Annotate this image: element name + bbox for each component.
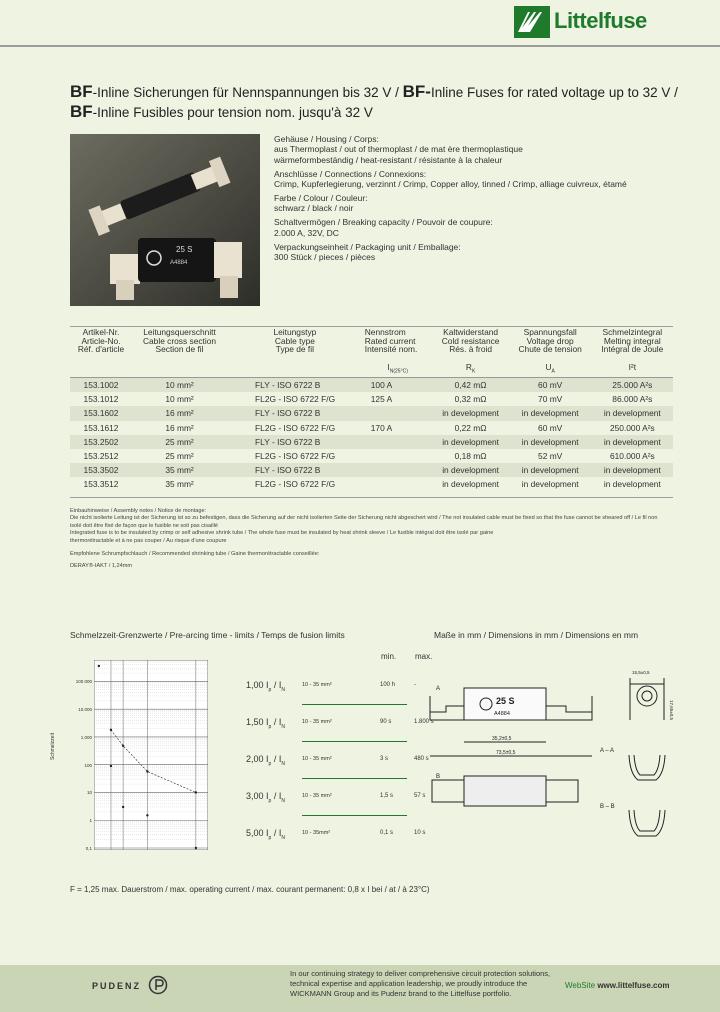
table-cell: 16 mm² bbox=[132, 406, 227, 420]
photo-rating: 25 S bbox=[176, 245, 193, 254]
ratio-i: I bbox=[266, 680, 269, 690]
prearc-max: 57 s bbox=[414, 793, 426, 799]
dim-height: 17,65±0,5 bbox=[669, 700, 674, 720]
table-cell: in development bbox=[433, 463, 509, 477]
title-fr: -Inline Fusibles pour tension nom. jusqu'à 32 V bbox=[92, 105, 373, 120]
table-cell: 86.000 A²s bbox=[612, 394, 653, 405]
website-url[interactable]: www.littelfuse.com bbox=[597, 981, 670, 990]
symbol-sub: K bbox=[471, 368, 476, 375]
table-cell: 153.3502 bbox=[70, 463, 132, 477]
notes-line-1: Einbauhinweise / Assembly notes / Notice de montage: bbox=[70, 508, 207, 514]
table-cell bbox=[363, 463, 433, 477]
fuse-marking: 25 S bbox=[496, 696, 515, 706]
table-row bbox=[70, 463, 673, 477]
table-cell: 25 mm² bbox=[132, 435, 227, 449]
ratio-sub-n: N bbox=[281, 760, 285, 767]
table-cell: in development bbox=[592, 463, 673, 477]
brand-name: Littelfuse bbox=[554, 8, 647, 33]
table-cell: in development bbox=[509, 463, 592, 477]
table-cell: in development bbox=[509, 435, 592, 449]
spec-heading: Farbe / Colour / Couleur: bbox=[274, 193, 368, 204]
prearc-ratio bbox=[266, 717, 285, 730]
prearc-separator bbox=[302, 778, 407, 779]
table-cell: 610.000 A²s bbox=[609, 451, 655, 462]
table-cell bbox=[363, 406, 433, 420]
table-cell: 170 A bbox=[370, 422, 393, 433]
header-rule bbox=[0, 45, 720, 47]
dim-body: 35,2±0,5 bbox=[492, 736, 512, 742]
table-row bbox=[70, 378, 673, 393]
spec-heading: Schaltvermögen / Breaking capacity / Pouvoir de coupure: bbox=[274, 217, 493, 228]
notes-line-5: Empfohlene Schrumpfschlauch / Recommended shrinking tube / Gaine thermorétractable conseillée: bbox=[70, 551, 320, 558]
prearc-chart bbox=[94, 660, 208, 850]
chart-y-tick: 0,1 bbox=[85, 846, 92, 851]
table-cell: FL2G - ISO 6722 F/G bbox=[255, 394, 336, 405]
prearc-range: 10 - 35mm² bbox=[302, 830, 331, 836]
footer-text-3: WICKMANN Group and its Pudenz brand to the Littelfuse portfolio. bbox=[290, 989, 512, 998]
product-table bbox=[70, 325, 673, 492]
ratio-slash: / I bbox=[273, 754, 282, 764]
column-header-line: Spannungsfall bbox=[523, 327, 577, 337]
table-cell: in development bbox=[592, 406, 673, 420]
column-header-line: Intensité nom. bbox=[364, 344, 418, 355]
ratio-sub-n: N bbox=[281, 686, 285, 693]
ratio-slash: / I bbox=[273, 680, 282, 690]
table-header-row bbox=[70, 325, 673, 360]
label-a: A bbox=[436, 686, 441, 692]
table-cell: FL2G - ISO 6722 F/G bbox=[255, 451, 336, 462]
website-label: WebSite bbox=[565, 981, 596, 990]
column-header-line: Rated current bbox=[364, 335, 416, 346]
column-header-line: Réf. d'article bbox=[77, 344, 125, 355]
spec-group bbox=[274, 242, 694, 263]
prearc-factor: 2,00 bbox=[246, 754, 264, 764]
chart-y-tick: 1.000 bbox=[80, 734, 92, 740]
table-cell: 0,32 mΩ bbox=[454, 394, 487, 405]
column-header-line: Section de fil bbox=[155, 344, 204, 355]
prearc-max: 1.800 s bbox=[414, 719, 434, 725]
table-cell: FLY - ISO 6722 B bbox=[227, 435, 363, 449]
column-header bbox=[132, 325, 227, 360]
spec-group bbox=[274, 169, 694, 190]
table-cell: 52 mV bbox=[538, 451, 563, 462]
table-cell: 10 mm² bbox=[165, 394, 194, 405]
symbol-cell bbox=[227, 360, 363, 378]
min-label: min. bbox=[381, 652, 397, 661]
table-cell: 0,22 mΩ bbox=[454, 422, 487, 433]
spec-group bbox=[274, 134, 694, 165]
table-cell: 153.1012 bbox=[83, 394, 119, 405]
symbol: I²t bbox=[628, 362, 637, 373]
column-header-line: Cable type bbox=[274, 335, 315, 346]
ratio-sub-p: p bbox=[268, 797, 272, 804]
symbol-cell bbox=[433, 360, 509, 378]
chart-point-min bbox=[195, 847, 197, 849]
spec-line: 300 Stück / pieces / pièces bbox=[274, 252, 376, 263]
table-cell: FLY - ISO 6722 B bbox=[227, 406, 363, 420]
table-cell: in development bbox=[509, 406, 592, 420]
title-bf-1: BF bbox=[70, 82, 93, 101]
column-header-line: Intégral de Joule bbox=[601, 344, 664, 355]
ratio-sub-p: p bbox=[268, 686, 272, 693]
chart-point-min bbox=[122, 806, 124, 808]
footer-text-1: In our continuing strategy to deliver comprehensive circuit protection solutions, bbox=[290, 969, 551, 978]
column-header-line: Kaltwiderstand bbox=[443, 327, 499, 337]
table-cell: 153.1602 bbox=[70, 406, 132, 420]
table-cell: in development bbox=[442, 479, 499, 490]
prearc-min: 1,5 s bbox=[380, 793, 394, 799]
chart-y-tick: 10.000 bbox=[78, 707, 92, 713]
photo-code: A4884 bbox=[170, 260, 188, 266]
table-cell: in development bbox=[433, 435, 509, 449]
spec-group bbox=[274, 217, 694, 238]
prearc-separator bbox=[302, 741, 407, 742]
table-bottom-rule bbox=[70, 497, 673, 498]
pudenz-logo: PUDENZ bbox=[92, 981, 142, 991]
prearc-heading: Schmelzzeit-Grenzwerte / Pre-arcing time - limits / Temps de fusion limits bbox=[70, 630, 345, 640]
footer-text-2: technical expertise and application leadership, we proudly introduce the bbox=[290, 979, 528, 988]
table-cell: 35 mm² bbox=[165, 479, 194, 490]
ratio-i: I bbox=[266, 754, 269, 764]
prearc-range: 10 - 35 mm² bbox=[302, 682, 332, 688]
fuse-code: A4884 bbox=[494, 711, 510, 717]
prearc-range: 10 - 35 mm² bbox=[302, 719, 332, 725]
table-cell: in development bbox=[521, 479, 579, 490]
column-header-line: Cold resistance bbox=[441, 335, 500, 346]
table-row bbox=[70, 392, 673, 406]
column-header-line: Leitungsquerschnitt bbox=[143, 327, 216, 337]
ratio-sub-n: N bbox=[281, 834, 285, 841]
column-header-line: Artikel-Nr. bbox=[82, 327, 120, 337]
ratio-slash: / I bbox=[273, 791, 282, 801]
notes-line-2: Die nicht isolierte Leitung ist der Sicherung ist so zu befestigen, dass die Sicherung auf der nicht isolierten Seite der Sicherung nicht abgeschert wird / The not insulated cable must be fixed so that the fuse cannot be sheared off / Le fil non isolé doit être fixé de façon que le fusible ne soit pas cisaillé bbox=[70, 515, 658, 529]
spec-group bbox=[274, 193, 694, 214]
ratio-sub-n: N bbox=[281, 723, 285, 730]
table-cell: 0,18 mΩ bbox=[454, 451, 487, 462]
footer-text bbox=[290, 969, 570, 999]
table-cell: 250.000 A²s bbox=[609, 422, 655, 433]
table-cell bbox=[363, 477, 433, 491]
prearc-separator bbox=[302, 815, 407, 816]
ratio-i: I bbox=[266, 717, 269, 727]
symbol-cell bbox=[70, 360, 132, 378]
pudenz-p-icon bbox=[148, 975, 168, 995]
label-b: B bbox=[436, 774, 441, 780]
column-header-line: Melting integral bbox=[603, 335, 661, 346]
spec-line: 2.000 A, 32V, DC bbox=[274, 227, 339, 238]
table-cell: 0,42 mΩ bbox=[433, 378, 509, 393]
notes-line-3: Integrated fuse is to be insulated by crimp or self adhesive shrink tube / The whole fuse must be insulated by heat shrink sleeve / Le fusible intégral doit être isolé par gaine bbox=[70, 530, 494, 537]
table-cell: 153.2512 bbox=[83, 451, 119, 462]
table-row bbox=[70, 477, 673, 491]
prearc-ratio bbox=[266, 754, 285, 767]
ratio-slash: / I bbox=[273, 717, 282, 727]
column-header-line: Leitungstyp bbox=[273, 327, 317, 337]
symbol-cell bbox=[132, 360, 227, 378]
column-header-line: Type de fil bbox=[275, 344, 314, 355]
table-cell: 125 A bbox=[370, 394, 393, 405]
prearc-min: 0,1 s bbox=[380, 830, 394, 836]
column-header-line: Nennstrom bbox=[364, 327, 406, 337]
table-symbol-row bbox=[70, 360, 673, 378]
column-header-line: Article-No. bbox=[81, 335, 121, 346]
table-row bbox=[70, 421, 673, 435]
table-cell: 70 mV bbox=[538, 394, 563, 405]
chart-y-tick: 100.000 bbox=[75, 679, 92, 685]
prearc-min: 100 h bbox=[380, 682, 396, 688]
column-header-line: Chute de tension bbox=[518, 344, 582, 355]
table-cell: 153.3512 bbox=[83, 479, 119, 490]
chart-point-max bbox=[195, 791, 197, 793]
spec-line: Crimp, Kupferlegierung, verzinnt / Crimp, Copper alloy, tinned / Crimp, alliage cuivreux, étamé bbox=[274, 179, 627, 190]
column-header bbox=[70, 325, 132, 360]
ratio-i: I bbox=[266, 791, 269, 801]
table-cell: FLY - ISO 6722 B bbox=[227, 378, 363, 393]
littelfuse-logo bbox=[514, 6, 714, 40]
dimensions-heading: Maße in mm / Dimensions in mm / Dimensions en mm bbox=[434, 630, 639, 640]
column-header bbox=[592, 325, 673, 360]
footnote: F = 1,25 max. Dauerstrom / max. operating current / max. courant permanent: 0,8 x I bei / at / à 23°C) bbox=[70, 885, 430, 894]
prearc-max: 10 s bbox=[414, 830, 426, 836]
prearc-min: 3 s bbox=[380, 756, 389, 762]
title-en: Inline Fuses for rated voltage up to 32 V / bbox=[430, 85, 678, 100]
section-a: A – A bbox=[600, 748, 615, 754]
prearc-ratio bbox=[266, 680, 285, 693]
symbol-cell bbox=[363, 360, 433, 378]
column-header-line: Voltage drop bbox=[526, 335, 574, 346]
prearc-factor: 5,00 bbox=[246, 828, 264, 838]
dimension-drawing bbox=[424, 660, 674, 860]
column-header bbox=[433, 325, 509, 360]
chart-y-tick: 1 bbox=[89, 818, 92, 824]
symbol-sub: N(25°C) bbox=[389, 368, 408, 375]
table-cell: 60 mV bbox=[509, 378, 592, 393]
prearc-range: 10 - 35 mm² bbox=[302, 793, 332, 799]
chart-y-tick: 10 bbox=[86, 790, 92, 796]
table-cell: 153.1002 bbox=[70, 378, 132, 393]
column-header-line: Rés. à froid bbox=[449, 344, 493, 355]
column-header bbox=[509, 325, 592, 360]
column-header bbox=[227, 325, 363, 360]
ratio-sub-p: p bbox=[268, 834, 272, 841]
prearc-max: - bbox=[414, 682, 416, 688]
table-row bbox=[70, 435, 673, 449]
title-bf-2: BF- bbox=[402, 82, 431, 101]
table-cell: in development bbox=[592, 435, 673, 449]
chart-y-label: Schmelzzeit bbox=[50, 733, 56, 760]
prearc-range: 10 - 35 mm² bbox=[302, 756, 332, 762]
symbol: I bbox=[387, 362, 390, 373]
symbol: R bbox=[465, 362, 472, 373]
spec-line: aus Thermoplast / out of thermoplast / de mat ère thermoplastique bbox=[274, 144, 523, 155]
chart-point-min bbox=[146, 814, 148, 816]
prearc-factor: 3,00 bbox=[246, 791, 264, 801]
table-cell: 16 mm² bbox=[165, 422, 194, 433]
littelfuse-logo-icon bbox=[514, 6, 550, 38]
table-cell: 10 mm² bbox=[132, 378, 227, 393]
prearc-factor: 1,00 bbox=[246, 680, 264, 690]
title-bf-3: BF bbox=[70, 102, 93, 121]
ratio-sub-p: p bbox=[268, 723, 272, 730]
prearc-ratio bbox=[266, 791, 285, 804]
website[interactable] bbox=[565, 981, 670, 990]
specifications bbox=[274, 134, 694, 266]
prearc-max: 480 s bbox=[414, 756, 429, 762]
table-cell: FL2G - ISO 6722 F/G bbox=[255, 479, 336, 490]
section-b: B – B bbox=[600, 804, 615, 810]
symbol-cell bbox=[509, 360, 592, 378]
symbol: U bbox=[545, 362, 552, 373]
chart-point-min bbox=[98, 665, 100, 667]
table-cell: 60 mV bbox=[538, 422, 563, 433]
table-cell bbox=[363, 435, 433, 449]
notes-line-4: thermorétractable et à ne pas couper / Au risque d'une coupure bbox=[70, 537, 227, 544]
column-header-line: Cable cross section bbox=[142, 335, 217, 346]
ratio-slash: / I bbox=[273, 828, 282, 838]
table-row bbox=[70, 406, 673, 420]
spec-heading: Gehäuse / Housing / Corps: bbox=[274, 134, 379, 144]
spec-heading: Anschlüsse / Connections / Connexions: bbox=[274, 168, 427, 179]
column-header bbox=[363, 325, 433, 360]
column-header-line: Schmelzintegral bbox=[602, 327, 663, 337]
table-cell: 25.000 A²s bbox=[592, 378, 673, 393]
prearc-factor: 1,50 bbox=[246, 717, 264, 727]
table-cell: 153.2502 bbox=[70, 435, 132, 449]
ratio-sub-p: p bbox=[268, 760, 272, 767]
table-cell: FLY - ISO 6722 B bbox=[227, 463, 363, 477]
table-cell: FL2G - ISO 6722 F/G bbox=[255, 422, 336, 433]
table-cell: in development bbox=[433, 406, 509, 420]
table-cell: 153.1612 bbox=[83, 422, 119, 433]
table-cell: 100 A bbox=[363, 378, 433, 393]
table-cell: 35 mm² bbox=[132, 463, 227, 477]
prearc-ratio bbox=[266, 828, 285, 841]
chart-y-tick: 100 bbox=[84, 762, 92, 768]
table-cell bbox=[363, 449, 433, 463]
ratio-sub-n: N bbox=[281, 797, 285, 804]
assembly-notes bbox=[70, 508, 670, 571]
spec-line: schwarz / black / noir bbox=[274, 203, 354, 214]
max-label: max. bbox=[415, 652, 433, 661]
table-cell: 25 mm² bbox=[165, 451, 194, 462]
prearc-separator bbox=[302, 704, 407, 705]
table-cell: in development bbox=[603, 479, 661, 490]
symbol-cell bbox=[592, 360, 673, 378]
spec-line: wärmeformbeständig / heat-resistant / résistante à la chaleur bbox=[274, 154, 503, 165]
title-de: -Inline Sicherungen für Nennspannungen bis 32 V / bbox=[92, 85, 403, 100]
dim-total: 73,5±0,5 bbox=[496, 750, 516, 756]
table-row bbox=[70, 449, 673, 463]
prearc-min: 90 s bbox=[380, 719, 392, 725]
spec-heading: Verpackungseinheit / Packaging unit / Emballage: bbox=[274, 241, 461, 252]
symbol-sub: A bbox=[551, 368, 555, 375]
product-photo bbox=[70, 134, 260, 306]
dim-width: 15,5±0,5 bbox=[632, 670, 650, 675]
page-title bbox=[70, 82, 710, 122]
chart-point-min bbox=[110, 765, 112, 767]
notes-line-6: DERAY®-IAKT / 1,24mm bbox=[70, 563, 133, 570]
ratio-i: I bbox=[266, 828, 269, 838]
